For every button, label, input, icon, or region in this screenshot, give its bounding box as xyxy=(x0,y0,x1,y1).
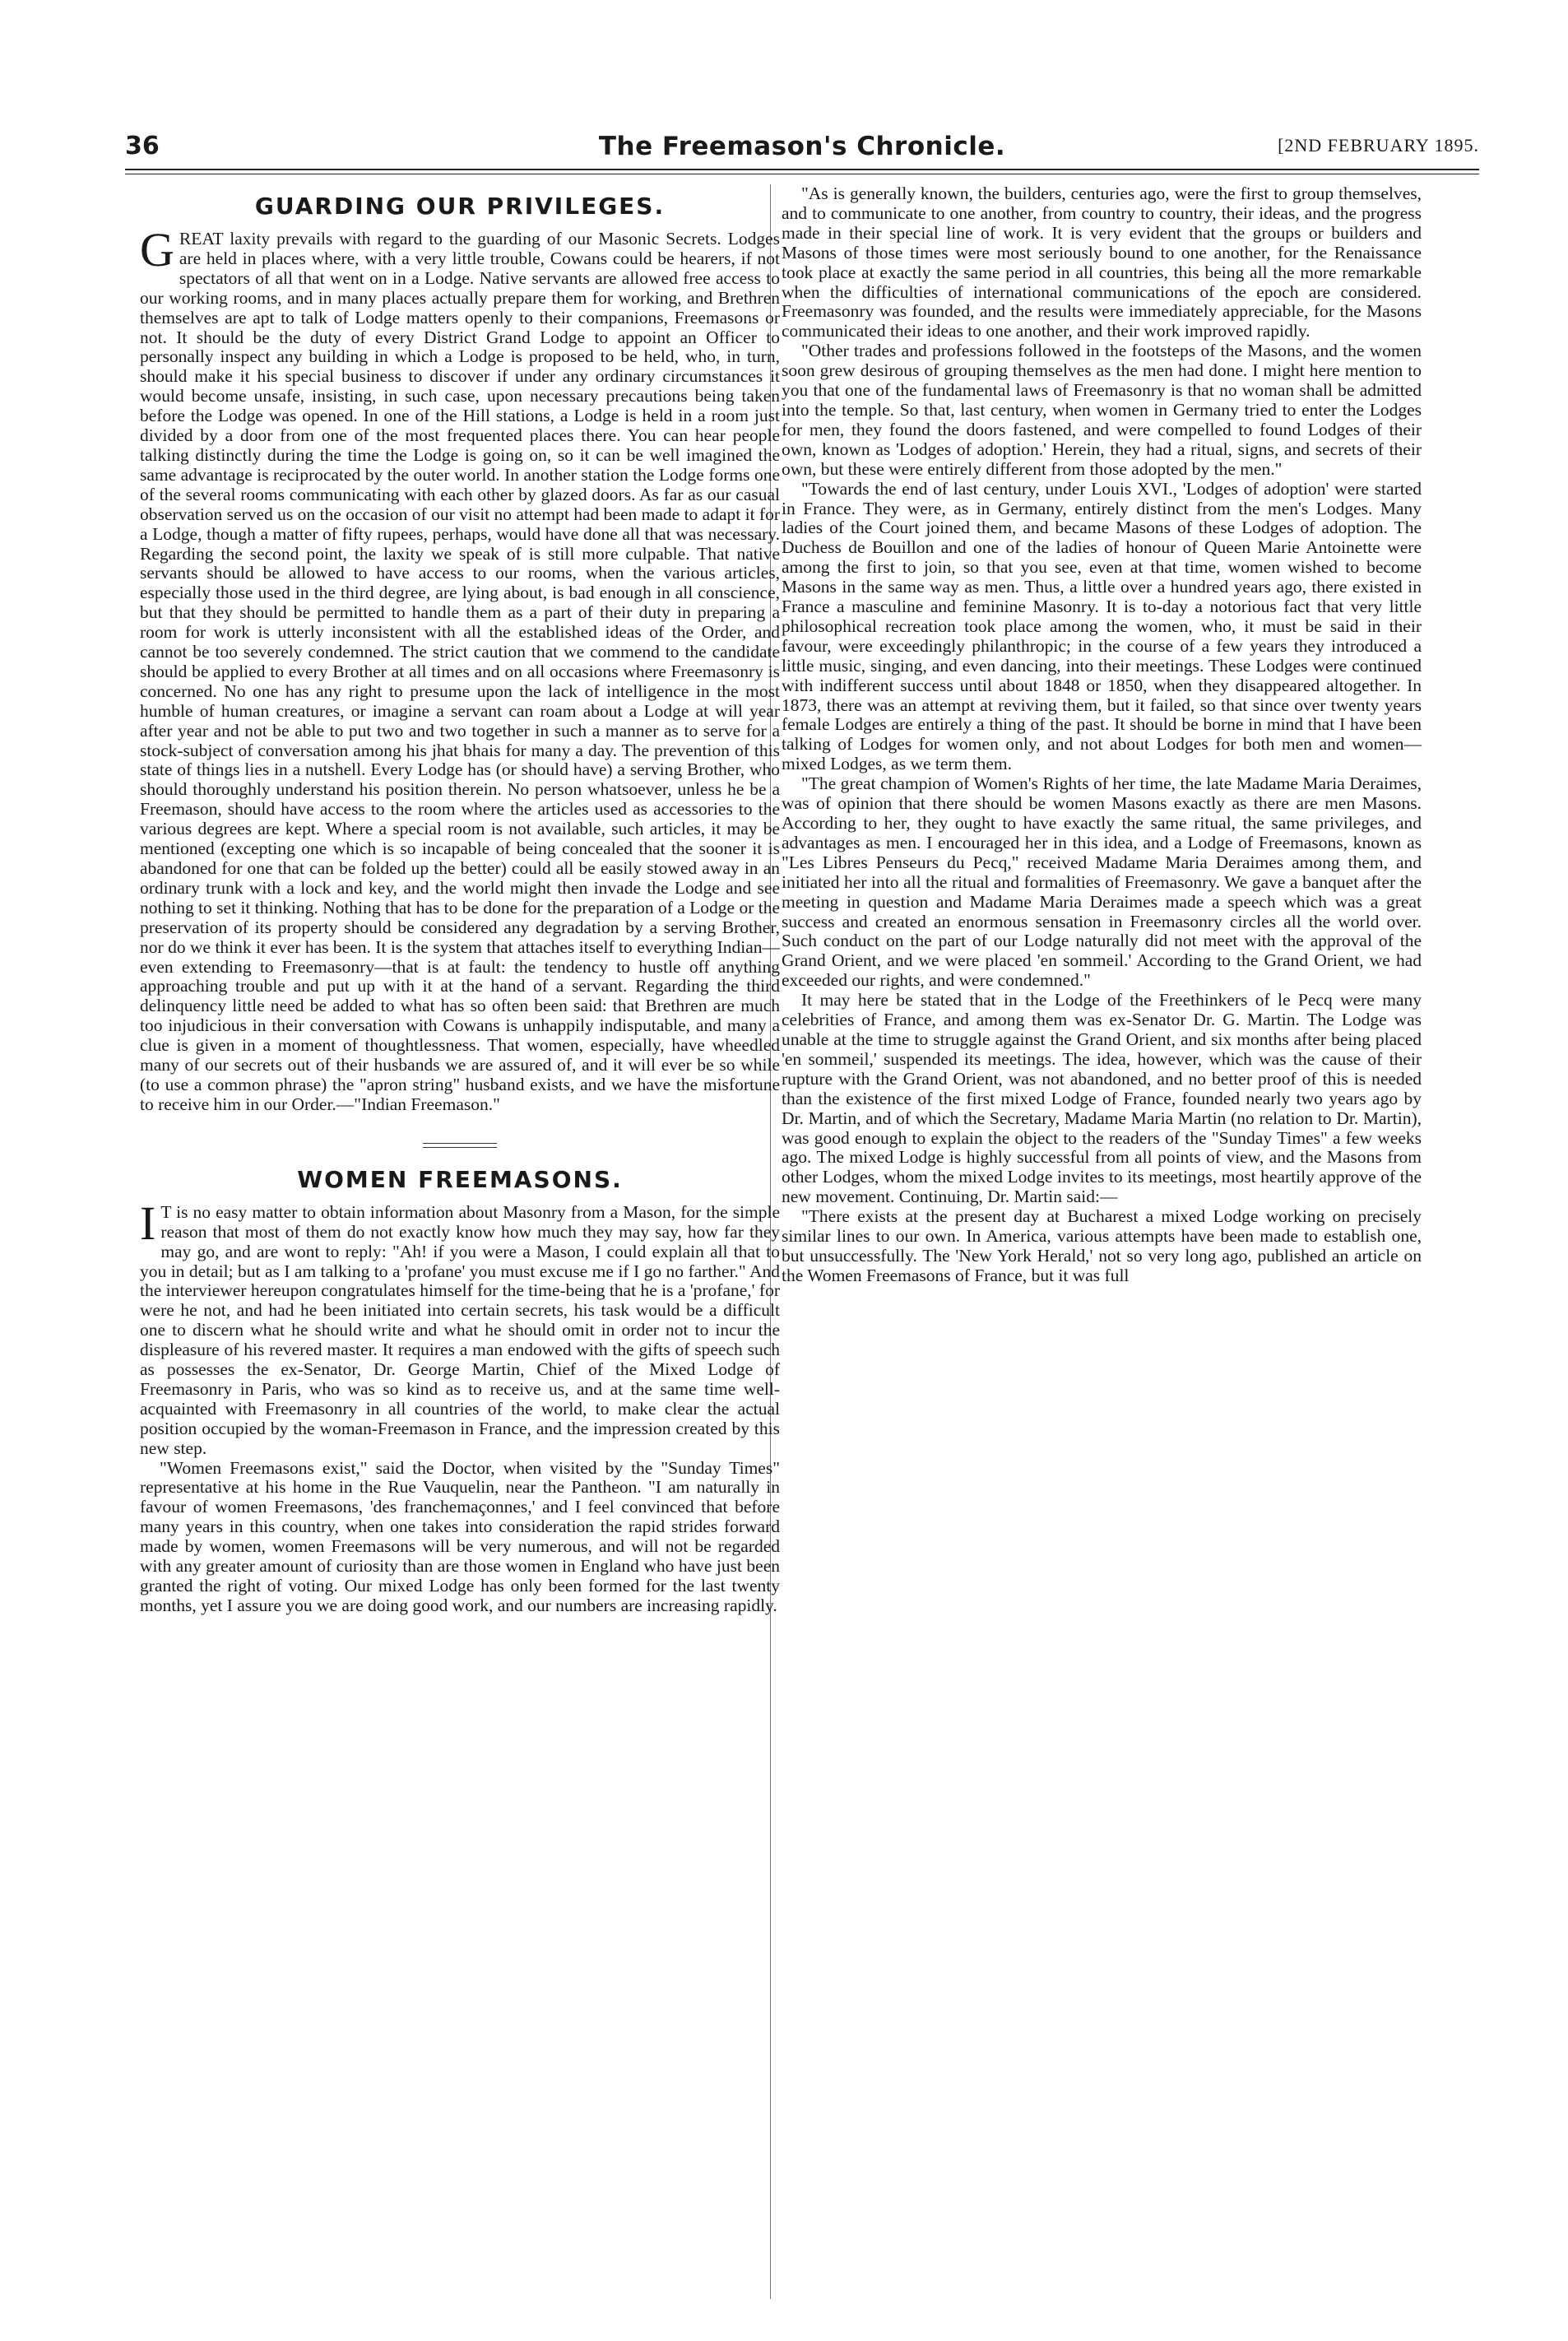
article-paragraph: "Women Freemasons exist," said the Doctor, when visited by the "Sunday Times" representative at his home in the Rue Vauquelin, near the Pantheon. "I am naturally in favour of women Freemasons, 'des franchemaçonnes,' and I feel convinced that before many years in this country, when one takes into consideration the rapid strides forward made by women, women Freemasons will be very numerous, and will not be regarded with any greater amount of curiosity than are those women in England who have just been granted the right of voting. Our mixed Lodge has only been formed for the last twenty months, yet I assure you we are doing good work, and our numbers are increasing rapidly. xyxy=(140,1457,780,1615)
article-paragraph: "There exists at the present day at Bucharest a mixed Lodge working on precisely similar lines to our own. In America, various attempts have been made to establish one, but unsuccessfully. The 'New York Herald,' not so very long ago, published an article on the Women Freemasons of France, but it was full xyxy=(782,1206,1422,1285)
article-paragraph: It may here be stated that in the Lodge of the Freethinkers of le Pecq were many celebrities of France, and among them was ex-Senator Dr. G. Martin. The Lodge was unable at the time to struggle against the Grand Orient, and six months after being placed 'en sommeil,' suspended its meetings. The idea, however, which was the cause of their rupture with the Grand Orient, was not abandoned, and no better proof of this is needed than the existence of the first mixed Lodge of France, founded nearly two years ago by Dr. Martin, and of which the Secretary, Madame Maria Martin (no relation to Dr. Martin), was good enough to explain the object to the readers of the "Sunday Times" a few weeks ago. The mixed Lodge is highly successful from all points of view, and the Masons from other Lodges, whom the mixed Lodge invites to its meetings, most heartily approve of the new movement. Continuing, Dr. Martin said:— xyxy=(782,990,1422,1207)
article-title-guarding: GUARDING OUR PRIVILEGES. xyxy=(254,193,666,220)
publication-title: The Freemason's Chronicle. xyxy=(598,132,1006,161)
right-column xyxy=(782,184,1422,1286)
article-paragraph: "As is generally known, the builders, centuries ago, were the first to group themselves, and to communicate to one another, from country to country, their ideas, and the progress made in their special line of work. It is very evident that the groups or builders and Masons of those times were most seriously bound to one another, for the Renaissance took place at exactly the same period in all countries, this being all the more remarkable when the difficulties of international communications of the epoch are considered. Freemasonry was founded, and the results were immediately appreciable, for the Masons communicated their ideas to one another, and their work improved rapidly. xyxy=(782,183,1422,341)
article-paragraph: "The great champion of Women's Rights of her time, the late Madame Maria Deraimes, was of opinion that there should be women Masons exactly as there are men Masons. According to her, they ought to have exactly the same ritual, the same privileges, and advantages as men. I encouraged her in this idea, and a Lodge of Freemasons, known as "Les Libres Penseurs du Pecq," received Madame Maria Deraimes among them, and initiated her into all the ritual and formalities of Freemasonry. We gave a banquet after the meeting in question and Madame Maria Deraimes made a speech which was a great success and created an enormous sensation in Freemasonry circles all the world over. Such conduct on the part of our Lodge naturally did not meet with the approval of the Grand Orient, and we were placed 'en sommeil.' According to the Grand Orient, we had exceeded our rights, and were condemned." xyxy=(782,773,1422,991)
section-divider xyxy=(423,1143,497,1148)
issue-date: [2ND FEBRUARY 1895. xyxy=(1278,135,1479,156)
drop-cap: I xyxy=(140,1196,156,1250)
page-number: 36 xyxy=(125,132,160,160)
article-title-women: WOMEN FREEMASONS. xyxy=(297,1165,623,1193)
left-column xyxy=(140,184,780,1616)
page-header xyxy=(125,132,1479,165)
article-paragraph: "Other trades and professions followed in the footsteps of the Masons, and the women soon grew desirous of grouping themselves as the men had done. I might here mention to you that one of the fundamental laws of Freemasonry is that no woman shall be admitted into the temple. So that, last century, when women in Germany tried to enter the Lodges for men, they found the doors fastened, and were compelled to found Lodges of their own, known as 'Lodges of adoption.' Herein, they had a ritual, signs, and secrets of their own, but these were entirely different from those adopted by the men." xyxy=(782,341,1422,479)
article-paragraph: "Towards the end of last century, under Louis XVI., 'Lodges of adoption' were started in France. They were, as in Germany, entirely distinct from the men's Lodges. Many ladies of the Court joined them, and became Masons of these Lodges of adoption. The Duchess de Bouillon and one of the ladies of honour of Queen Marie Antoinette were among the first to join, so that you see, even at that time, women wished to become Masons in the same way as men. Thus, a little over a hundred years ago, there existed in France a masculine and feminine Masonry. It is to-day a notorious fact that very little philosophical recreation took place among the women, who, it must be said in their favour, were exceedingly philanthropic; in the course of a few years they introduced a little music, singing, and even dancing, into their meetings. These Lodges were continued with indifferent success until about 1848 or 1850, when they disappeared altogether. In 1873, there was an attempt at reviving them, but it failed, so that since over twenty years female Lodges are entirely a thing of the past. It should be borne in mind that I have been talking of Lodges for women only, and not about Lodges for both men and women—mixed Lodges, as we term them. xyxy=(782,478,1422,774)
drop-cap: G xyxy=(140,223,174,276)
header-rule xyxy=(125,169,1479,170)
article-paragraph: I T is no easy matter to obtain information about Masonry from a Mason, for the simple reason that most of them do not exactly know how much they may say, how far they may go, and are wont to reply: "Ah! if you were a Mason, I could explain all that to you in detail; but as I am talking to a 'profane' you must excuse me if I go no farther." And the interviewer hereupon congratulates himself for the time-being that he is a 'profane,' for were he not, and had he been initiated into certain secrets, his task would be a difficult one to discern what he should write and what he should omit in order not to incur the displeasure of his revered master. It requires a man endowed with the gifts of speech such as possesses the ex-Senator, Dr. George Martin, Chief of the Mixed Lodge of Freemasonry in Paris, who was so kind as to receive us, and at the same time well-acquainted with Freemasonry in all countries of the world, to make clear the actual position occupied by the woman-Freemason in France, and the impression created by this new step. xyxy=(140,1196,780,1458)
article-paragraph: GREAT laxity prevails with regard to the guarding of our Masonic Secrets. Lodges are held in places where, with a very little trouble, Cowans could be hearers, if not spectators of all that went on in a Lodge. Native servants are allowed free access to our working rooms, and in many places actually prepare them for working, and Brethren themselves are apt to talk of Lodge matters openly to their companions, Freemasons or not. It should be the duty of every District Grand Lodge to appoint an Officer to personally inspect any building in which a Lodge is proposed to be held, who, in turn, should make it his special business to discover if under any ordinary circumstances it would become unsafe, insisting, in such case, upon necessary precautions being taken before the Lodge was opened. In one of the Hill stations, a Lodge is held in a room just divided by a door from one of the most frequented places there. You can hear people talking distinctly during the time the Lodge is going on, so it can be well imagined the same advantage is reciprocated by the outer world. In another station the Lodge forms one of the several rooms communicating with each other by glazed doors. As far as our casual observation served us on the occasion of our visit no attempt had been made to adapt it for a Lodge, though a matter of fifty rupees, perhaps, would have done all that was necessary. Regarding the second point, the laxity we speak of is still more culpable. That native servants should be allowed to have access to our rooms, when the various articles, especially those used in the third degree, are lying about, is bad enough in all conscience, but that they should be permitted to handle them as a part of their duty in preparing a room for work is utterly inconsistent with all the established ideas of the Order, and cannot be too severely condemned. The strict caution that we commend to the candidate should be applied to every Brother at all times and on all occasions where Freemasonry is concerned. No one has any right to presume upon the lack of intelligence in the most humble of human creatures, or imagine a servant can roam about a Lodge at will year after year and not be able to put two and two together in such a manner as to serve for a stock-subject of conversation among his jhat bhais for many a day. The prevention of this state of things lies in a nutshell. Every Lodge has (or should have) a serving Brother, who should thoroughly understand his position therein. No person whatsoever, unless he be a Freemason, should have access to the room where the articles used as accessories to the various degrees are kept. Where a special room is not available, such articles, it may be mentioned (excepting one which is so incapable of being concealed that the sooner it is abandoned for one that can be folded up the better) could all be easily stowed away in an ordinary trunk with a lock and key, and the world might then invade the Lodge and see nothing to set it thinking. Nothing that has to be done for the preparation of a Lodge or the preservation of its property should be considered any degradation by a serving Brother, nor do we think it ever has been. It is the system that attaches itself to everything Indian—even extending to Freemasonry—that is at fault: the tendency to hustle off anything approaching trouble and put up with it at the hand of a servant. Regarding the third delinquency little need be added to what has so often been said: that Brethren are much too injudicious in their conversation with Cowans is unhappily indisputable, and many a clue is given in a moment of thoughtlessness. That women, especially, have wheedled many of our secrets out of their husbands we are assured of, and it will ever be so while (to use a common phrase) the "apron string" husband exists, and we have the misfortune to receive him in our Order.—"Indian Freemason." xyxy=(140,223,781,1114)
